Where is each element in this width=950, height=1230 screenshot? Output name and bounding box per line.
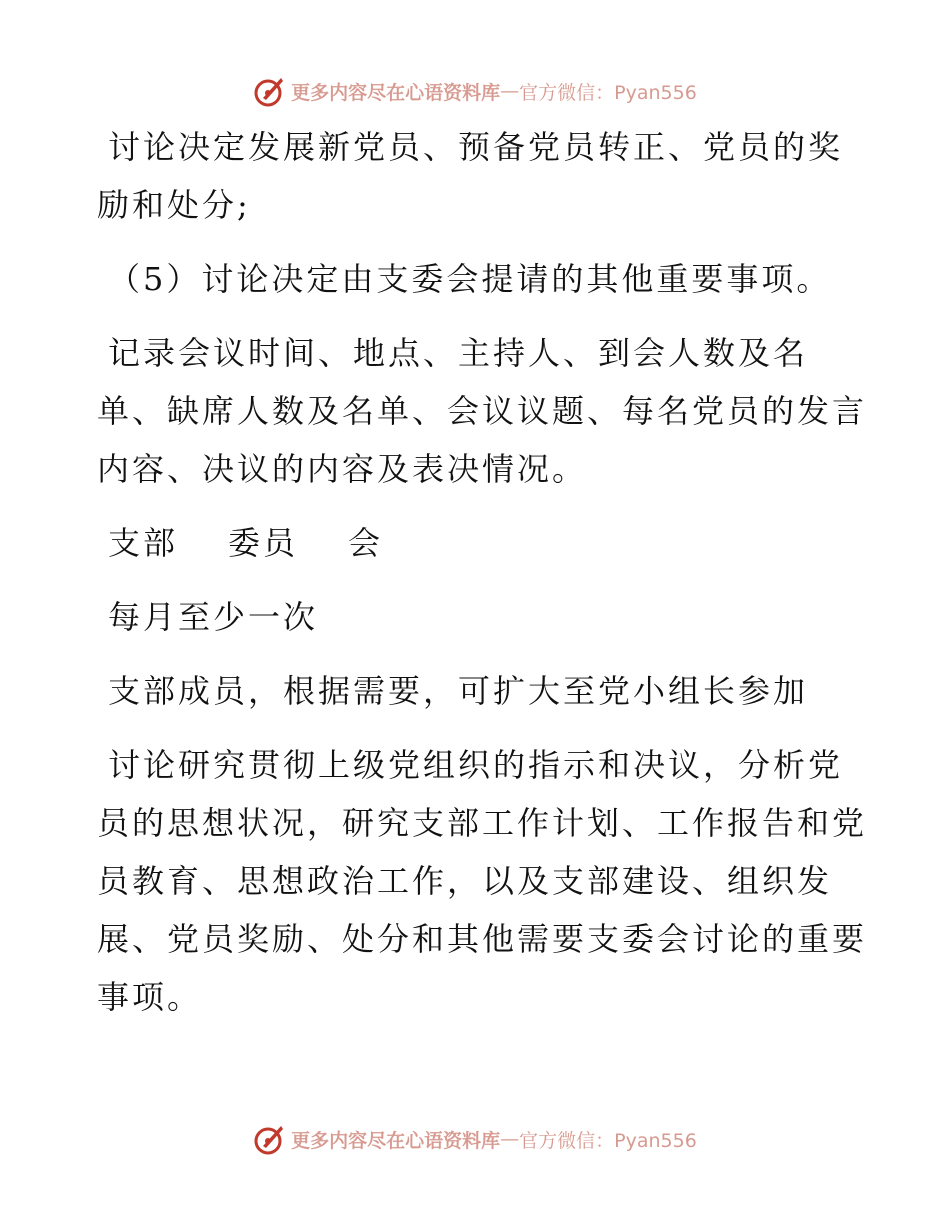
text-line: 员的思想状况，研究支部工作计划、工作报告和党 bbox=[97, 804, 868, 842]
heading-word: 会 bbox=[348, 524, 384, 562]
footer-watermark bbox=[0, 1122, 950, 1156]
paragraph-record-first bbox=[97, 324, 857, 382]
text-line: 员教育、思想政治工作，以及支部建设、组织发 bbox=[97, 862, 833, 900]
watermark-text: 更多内容尽在心语资料库 bbox=[291, 81, 501, 104]
text-line: （5）讨论决定由支委会提请的其他重要事项。 bbox=[108, 260, 832, 298]
quill-logo-icon bbox=[253, 74, 287, 108]
text-line: 事项。 bbox=[97, 978, 203, 1016]
watermark-contact: 官方微信：Pyan556 bbox=[519, 1129, 697, 1152]
paragraph-discuss-members bbox=[97, 118, 857, 176]
heading-word: 委员 bbox=[228, 524, 299, 562]
paragraph-frequency bbox=[97, 588, 857, 646]
paragraph-discuss-members-cont bbox=[97, 176, 857, 234]
watermark-dash: — bbox=[500, 80, 520, 102]
text-line: 记录会议时间、地点、主持人、到会人数及名 bbox=[108, 334, 809, 372]
heading-word: 支部 bbox=[108, 524, 179, 562]
document-body bbox=[97, 118, 868, 1042]
paragraph-record-cont bbox=[97, 382, 868, 498]
paragraph-participants bbox=[97, 662, 857, 720]
paragraph-item-5 bbox=[97, 250, 857, 308]
text-line: 励和处分; bbox=[97, 186, 251, 224]
watermark-dash: — bbox=[500, 1128, 520, 1150]
quill-logo-icon bbox=[253, 1122, 287, 1156]
text-line: 展、党员奖励、处分和其他需要支委会讨论的重要 bbox=[97, 920, 868, 958]
text-line: 支部成员，根据需要，可扩大至党小组长参加 bbox=[108, 672, 809, 710]
watermark-text: 更多内容尽在心语资料库 bbox=[291, 1129, 501, 1152]
section-heading-branch-committee bbox=[97, 514, 857, 572]
paragraph-agenda-first bbox=[97, 736, 857, 794]
text-line: 讨论决定发展新党员、预备党员转正、党员的奖 bbox=[108, 128, 844, 166]
paragraph-agenda-cont bbox=[97, 794, 868, 1026]
text-line: 每月至少一次 bbox=[108, 598, 319, 636]
text-line: 讨论研究贯彻上级党组织的指示和决议，分析党 bbox=[108, 746, 844, 784]
header-watermark bbox=[0, 74, 950, 108]
watermark-contact: 官方微信：Pyan556 bbox=[519, 81, 697, 104]
text-line: 内容、决议的内容及表决情况。 bbox=[97, 450, 588, 488]
text-line: 单、缺席人数及名单、会议议题、每名党员的发言 bbox=[97, 392, 868, 430]
